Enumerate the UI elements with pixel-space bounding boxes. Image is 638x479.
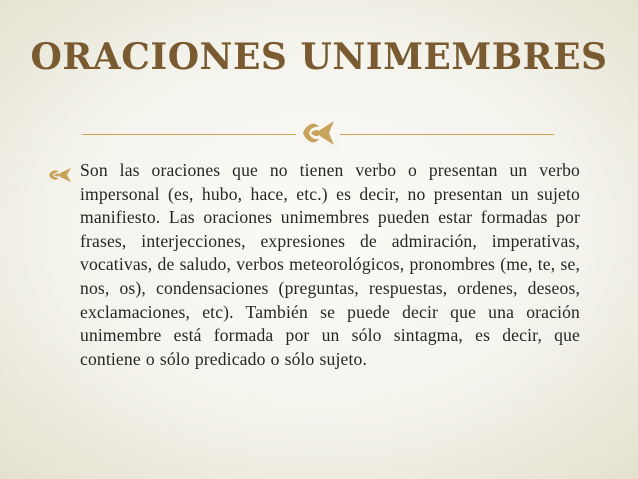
slide-title: ORACIONES UNIMEMBRES <box>30 36 608 78</box>
fleuron-bullet-icon <box>48 167 72 186</box>
fleuron-ornament-icon <box>296 113 340 153</box>
body-paragraph: Son las oraciones que no tienen verbo o presentan un verbo impersonal (es, hubo, hace, etc.) es decir, no presentan un sujeto manifiesto. Las oraciones unimembres pueden estar formadas por frases, interjecciones, expresiones de admiración, imperativas, vocativas, de saludo, verbos meteorológicos, pronombres (me, te, se, nos, os), condensaciones (preguntas, respuestas, ordenes, deseos, exclamaciones, etc). También se puede decir que una oración unimembre está formada por un sólo sintagma, es decir, que contiene o sólo predicado o sólo sujeto. <box>80 160 580 369</box>
